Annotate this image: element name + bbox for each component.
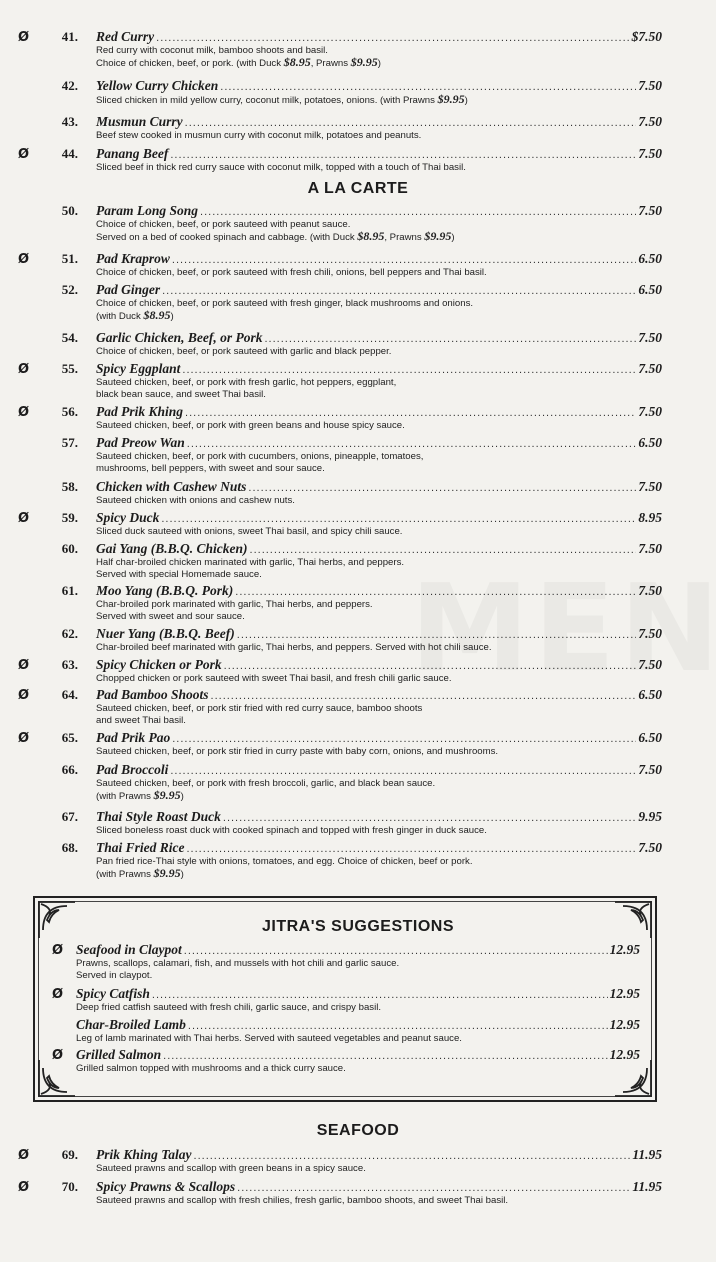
menu-item-row	[52, 1047, 640, 1063]
item-name: Pad Ginger	[96, 282, 161, 297]
spicy-pepper-icon: Ø	[18, 147, 30, 162]
menu-item	[18, 77, 662, 107]
item-name: Grilled Salmon	[76, 1047, 162, 1062]
item-price: 7.50	[638, 479, 662, 494]
spicy-pepper-icon: Ø	[18, 30, 30, 45]
item-price: 6.50	[638, 687, 662, 702]
menu-item	[18, 540, 662, 580]
menu-item-row	[18, 77, 662, 94]
item-number: 54.	[61, 330, 78, 345]
item-description: Choice of chicken, beef, or pork sauteed with fresh ginger, black mushrooms and onions.	[96, 298, 474, 309]
menu-item-row	[18, 509, 662, 526]
item-number: 68.	[61, 840, 78, 855]
item-name: Pad Preow Wan	[96, 435, 185, 450]
menu-item-row	[18, 145, 662, 162]
item-price: 12.95	[609, 1017, 640, 1032]
menu-item-row	[18, 281, 662, 298]
item-description: Leg of lamb marinated with Thai herbs. Served with sauteed vegetables and peanut sauce.	[76, 1033, 462, 1044]
item-price: 6.50	[638, 730, 662, 745]
menu-item	[52, 986, 640, 1014]
menu-item-row	[18, 839, 662, 856]
item-price: 7.50	[638, 78, 662, 93]
menu-item-row	[18, 625, 662, 642]
item-price: 6.50	[638, 251, 662, 266]
item-name: Pad Bamboo Shoots	[96, 687, 209, 702]
item-description: Served with special Homemade sauce.	[96, 568, 262, 580]
item-name: Chicken with Cashew Nuts	[96, 479, 247, 494]
item-name: Spicy Eggplant	[96, 361, 181, 376]
item-number: 59.	[61, 510, 78, 525]
item-price: 7.50	[638, 626, 662, 641]
menu-item	[18, 509, 662, 538]
item-description: Pan fried rice-Thai style with onions, tomatoes, and egg. Choice of chicken, beef or pork.	[96, 856, 473, 867]
item-number: 55.	[61, 361, 78, 376]
item-price: 11.95	[632, 1147, 662, 1162]
item-price: 12.95	[609, 942, 640, 957]
item-name: Char-Broiled Lamb	[76, 1017, 186, 1032]
menu-item	[18, 360, 662, 400]
menu-item	[18, 839, 662, 880]
item-number: 61.	[61, 583, 78, 598]
item-price: 7.50	[638, 657, 662, 672]
menu-item	[18, 28, 662, 69]
item-name: Spicy Chicken or Pork	[96, 657, 222, 672]
item-price: 7.50	[638, 361, 662, 376]
dot-leader	[184, 943, 608, 959]
menu-item-row	[52, 1017, 640, 1033]
item-name: Spicy Duck	[96, 510, 160, 525]
item-description: Prawns, scallops, calamari, fish, and mussels with hot chili and garlic sauce.	[76, 958, 400, 969]
menu-item-row	[18, 434, 662, 451]
menu-item	[18, 478, 662, 507]
item-description: Half char-broiled chicken marinated with garlic, Thai herbs, and peppers.	[96, 557, 405, 568]
item-description: Choice of chicken, beef, or pork sauteed with fresh chili, onions, bell peppers and Thai basil.	[96, 267, 487, 278]
item-description: black bean sauce, and sweet Thai basil.	[96, 388, 266, 400]
menu-item-row	[52, 986, 640, 1002]
item-description: (with Duck $8.95)	[96, 307, 174, 322]
item-description: Served on a bed of cooked spinach and cabbage. (with Duck $8.95, Prawns $9.95)	[96, 228, 455, 243]
menu-item-row	[18, 808, 662, 825]
item-price: 7.50	[638, 583, 662, 598]
dot-leader	[248, 480, 636, 497]
menu-item	[18, 281, 662, 322]
menu-item	[18, 434, 662, 474]
spicy-pepper-icon: Ø	[18, 252, 30, 267]
item-name: Moo Yang (B.B.Q. Pork)	[96, 583, 234, 598]
item-name: Musmun Curry	[96, 114, 183, 129]
item-description: Grilled salmon topped with mushrooms and a thick curry sauce.	[76, 1063, 346, 1074]
menu-item-row	[18, 250, 662, 267]
item-price: 11.95	[632, 1179, 662, 1194]
menu-item	[18, 1146, 662, 1175]
item-description: Choice of chicken, beef, or pork sauteed with garlic and black pepper.	[96, 346, 392, 357]
item-description: Deep fried catfish sauteed with fresh chili, garlic sauce, and crispy basil.	[76, 1002, 382, 1013]
item-price: 9.95	[638, 809, 662, 824]
menu-item-row	[18, 729, 662, 746]
item-number: 62.	[61, 626, 78, 641]
menu-item-row	[52, 942, 640, 958]
item-name: Param Long Song	[96, 203, 199, 218]
item-number: 58.	[61, 479, 78, 494]
item-price: 12.95	[609, 1047, 640, 1062]
item-description: Char-broiled beef marinated with garlic, Thai herbs, and peppers. Served with hot chili sauce.	[96, 642, 492, 653]
menu-item-row	[18, 113, 662, 130]
item-number: 41.	[61, 29, 78, 44]
menu-item-row	[18, 403, 662, 420]
item-description: Red curry with coconut milk, bamboo shoots and basil.	[96, 45, 328, 56]
section-heading-a-la-carte: A LA CARTE	[307, 180, 409, 197]
item-description: Sliced chicken in mild yellow curry, coconut milk, potatoes, onions. (with Prawns $9.95)	[96, 92, 468, 106]
item-number: 51.	[61, 251, 78, 266]
item-number: 67.	[61, 809, 78, 824]
item-name: Red Curry	[96, 29, 155, 44]
item-name: Yellow Curry Chicken	[96, 78, 219, 93]
menu-item	[18, 625, 662, 654]
item-description: Char-broiled pork marinated with garlic, Thai herbs, and peppers.	[96, 599, 373, 610]
menu-item-row	[18, 1178, 662, 1195]
spicy-pepper-icon: Ø	[52, 1048, 64, 1063]
spicy-pepper-icon: Ø	[18, 731, 30, 746]
item-name: Spicy Prawns & Scallops	[96, 1179, 236, 1194]
dot-leader	[188, 1018, 608, 1034]
item-description: Sauteed chicken, beef, or pork stir fried with red curry sauce, bamboo shoots	[96, 703, 423, 714]
item-price: 7.50	[638, 203, 662, 218]
menu-item	[18, 686, 662, 726]
item-price: 7.50	[638, 840, 662, 855]
item-name: Pad Prik Pao	[96, 730, 171, 745]
menu-item-row	[18, 202, 662, 219]
spicy-pepper-icon: Ø	[52, 987, 64, 1002]
item-number: 50.	[61, 203, 78, 218]
item-name: Thai Style Roast Duck	[96, 809, 221, 824]
item-number: 43.	[61, 114, 78, 129]
item-name: Pad Prik Khing	[96, 404, 184, 419]
section-heading-suggestions: JITRA'S SUGGESTIONS	[262, 918, 454, 935]
item-price: 6.50	[638, 282, 662, 297]
item-name: Thai Fried Rice	[96, 840, 185, 855]
item-description: Sauteed chicken with onions and cashew nuts.	[96, 495, 295, 506]
dot-leader	[163, 1048, 607, 1064]
item-description: Beef stew cooked in musmun curry with coconut milk, potatoes and peanuts.	[96, 130, 422, 141]
item-price: 7.50	[638, 541, 662, 556]
item-price: 12.95	[609, 986, 640, 1001]
menu-item-row	[18, 329, 662, 346]
item-name: Spicy Catfish	[76, 986, 150, 1001]
item-name: Pad Kraprow	[96, 251, 170, 266]
item-description: Sliced boneless roast duck with cooked spinach and topped with fresh ginger in duck sauce.	[96, 825, 487, 836]
item-description: Served in claypot.	[76, 969, 153, 981]
item-description: Sauteed chicken, beef, or pork stir fried in curry paste with baby corn, onions, and mushrooms.	[96, 746, 499, 757]
item-name: Panang Beef	[96, 146, 169, 161]
section-heading-seafood: SEAFOOD	[316, 1122, 400, 1139]
item-number: 42.	[61, 78, 78, 93]
item-price: 7.50	[638, 146, 662, 161]
menu-item	[52, 942, 640, 981]
item-description: Sauteed prawns and scallop with green beans in a spicy sauce.	[96, 1163, 366, 1174]
menu-item	[18, 729, 662, 758]
menu-item-row	[18, 1146, 662, 1163]
item-number: 70.	[61, 1179, 78, 1194]
menu-item-row	[18, 360, 662, 377]
menu-item-row	[18, 686, 662, 703]
item-name: Pad Broccoli	[96, 762, 169, 777]
item-price: 7.50	[638, 404, 662, 419]
menu-item	[18, 403, 662, 432]
menu-item	[18, 329, 662, 358]
spicy-pepper-icon: Ø	[18, 1180, 30, 1195]
menu-item	[18, 656, 662, 685]
menu-item-row	[18, 582, 662, 599]
item-name: Seafood in Claypot	[76, 942, 182, 957]
item-description: Chopped chicken or pork sauteed with sweet Thai basil, and fresh chili garlic sauce.	[96, 673, 452, 684]
item-number: 56.	[61, 404, 78, 419]
item-description: (with Prawns $9.95)	[96, 787, 184, 802]
spicy-pepper-icon: Ø	[52, 943, 64, 958]
item-number: 44.	[61, 146, 78, 161]
spicy-pepper-icon: Ø	[18, 688, 30, 703]
menu-item	[18, 250, 662, 279]
spicy-pepper-icon: Ø	[18, 405, 30, 420]
menu-item-row	[18, 478, 662, 495]
item-name: Gai Yang (B.B.Q. Chicken)	[96, 541, 248, 556]
menu-item	[18, 582, 662, 622]
item-description: Choice of chicken, beef, or pork. (with Duck $8.95, Prawns $9.95)	[96, 54, 381, 69]
menu-item	[18, 202, 662, 243]
item-name: Garlic Chicken, Beef, or Pork	[96, 330, 263, 345]
menu-item-row	[18, 28, 662, 45]
spicy-pepper-icon: Ø	[18, 511, 30, 526]
item-number: 57.	[61, 435, 78, 450]
dot-leader	[152, 987, 608, 1003]
menu-item	[18, 761, 662, 802]
menu-item	[18, 1178, 662, 1207]
item-price: 8.95	[638, 510, 662, 525]
spicy-pepper-icon: Ø	[18, 362, 30, 377]
item-description: and sweet Thai basil.	[96, 714, 186, 726]
menu-item-row	[18, 761, 662, 778]
item-price: 7.50	[638, 114, 662, 129]
item-number: 60.	[61, 541, 78, 556]
item-description: Sliced duck sauteed with onions, sweet Thai basil, and spicy chili sauce.	[96, 526, 403, 537]
menu-item	[52, 1017, 640, 1045]
menu-item	[18, 113, 662, 142]
item-description: Sauteed chicken, beef, or pork with cucumbers, onions, pineapple, tomatoes,	[96, 451, 424, 462]
item-number: 63.	[61, 657, 78, 672]
menu-item-row	[18, 540, 662, 557]
item-price: 7.50	[638, 330, 662, 345]
spicy-pepper-icon: Ø	[18, 658, 30, 673]
item-description: mushrooms, bell peppers, with sweet and sour sauce.	[96, 462, 325, 474]
item-description: Sauteed prawns and scallop with fresh chilies, fresh garlic, bamboo shoots, and sweet Thai basil.	[96, 1195, 509, 1206]
item-description: Sauteed chicken, beef, or pork with fresh broccoli, garlic, and black bean sauce.	[96, 778, 436, 789]
item-description: Sauteed chicken, beef, or pork with green beans and house spicy sauce.	[96, 420, 405, 431]
item-description: Served with sweet and sour sauce.	[96, 610, 245, 622]
item-description: (with Prawns $9.95)	[96, 865, 184, 880]
item-number: 64.	[61, 687, 78, 702]
item-price: $7.50	[631, 29, 662, 44]
item-description: Sauteed chicken, beef, or pork with fresh garlic, hot peppers, eggplant,	[96, 377, 397, 388]
item-name: Prik Khing Talay	[96, 1147, 192, 1162]
item-price: 7.50	[638, 762, 662, 777]
item-number: 65.	[61, 730, 78, 745]
item-description: Choice of chicken, beef, or pork sauteed with peanut sauce.	[96, 219, 351, 230]
menu-item	[52, 1047, 640, 1075]
item-number: 69.	[61, 1147, 78, 1162]
item-number: 52.	[61, 282, 78, 297]
menu-item	[18, 808, 662, 837]
menu-item	[18, 145, 662, 174]
spicy-pepper-icon: Ø	[18, 1148, 30, 1163]
item-name: Nuer Yang (B.B.Q. Beef)	[96, 626, 235, 641]
menu-item-row	[18, 656, 662, 673]
item-description: Sliced beef in thick red curry sauce with coconut milk, topped with a touch of Thai basil.	[96, 162, 466, 173]
item-number: 66.	[61, 762, 78, 777]
item-price: 6.50	[638, 435, 662, 450]
